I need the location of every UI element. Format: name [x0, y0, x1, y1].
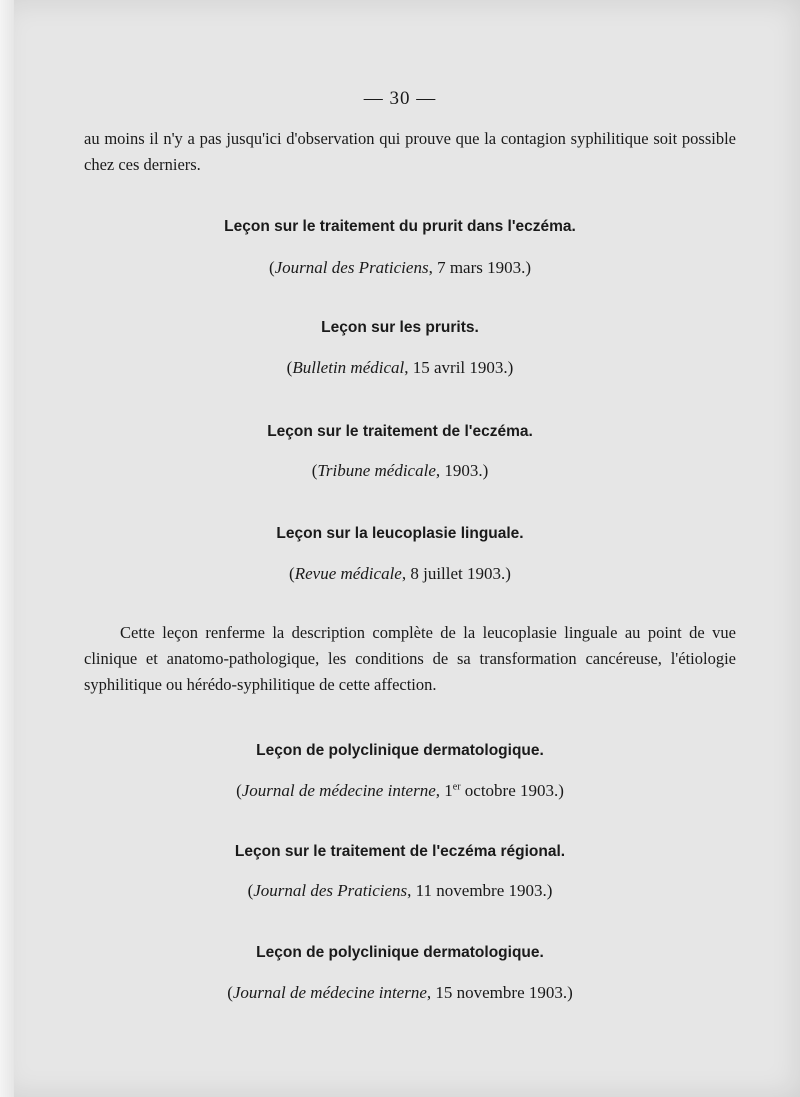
lecture-source [0, 258, 800, 278]
lecture-source [0, 781, 800, 801]
journal-name: Revue médicale [294, 564, 402, 583]
publication-date-prefix: , 1 [435, 781, 453, 800]
lecture-title: Leçon de polyclinique dermatologique. [256, 944, 544, 961]
publication-date-suffix: octobre 1903.) [460, 781, 564, 800]
journal-name: Journal des Praticiens [253, 881, 408, 900]
open-paren: ( [268, 258, 275, 277]
journal-name: Journal de médecine interne [232, 983, 427, 1002]
open-paren: ( [247, 881, 254, 900]
publication-date: , 15 avril 1903.) [404, 358, 514, 377]
lecture-source [0, 983, 800, 1003]
lecture-source [0, 358, 800, 378]
open-paren: ( [286, 358, 293, 377]
journal-name: Bulletin médical [292, 358, 405, 377]
lecture-title: Leçon sur les prurits. [321, 319, 479, 336]
lecture-title: Leçon sur la leucoplasie linguale. [276, 525, 524, 542]
lecture-title: Leçon sur le traitement du prurit dans l'eczéma. [224, 218, 576, 235]
open-paren: ( [289, 564, 295, 583]
ordinal-superscript: er [452, 781, 461, 793]
publication-date: , 11 novembre 1903.) [407, 881, 553, 900]
lecture-source [0, 461, 800, 481]
open-paren: ( [236, 781, 242, 800]
lecture-source [0, 564, 800, 584]
lecture-title: Leçon sur le traitement de l'eczéma. [267, 423, 533, 440]
publication-date: , 15 novembre 1903.) [426, 983, 573, 1002]
open-paren: ( [227, 983, 233, 1002]
page-number: — 30 — [363, 88, 437, 109]
intro-paragraph: au moins il n'y a pas jusqu'ici d'observation qui prouve que la contagion syphilitique soit possible chez ces derniers. [84, 129, 736, 174]
page-edge [0, 0, 14, 1097]
publication-date: , 8 juillet 1903.) [401, 564, 511, 583]
lecture-title: Leçon sur le traitement de l'eczéma régional. [234, 843, 566, 860]
lecture-source [0, 881, 800, 901]
open-paren: ( [311, 461, 318, 480]
lecture-title: Leçon de polyclinique dermatologique. [256, 742, 544, 759]
description-paragraph: Cette leçon renferme la description complète de la leucoplasie linguale au point de vue clinique et anatomo-pathologique, les conditions de sa transformation cancéreuse, l'étiologie syphilitique ou hérédo-syphilitique de cette affection. [84, 623, 736, 694]
journal-name: Journal des Praticiens [274, 258, 429, 277]
publication-date: , 1903.) [435, 461, 489, 480]
publication-date: , 7 mars 1903.) [428, 258, 532, 277]
journal-name: Journal de médecine interne [241, 781, 436, 800]
journal-name: Tribune médicale [317, 461, 436, 480]
